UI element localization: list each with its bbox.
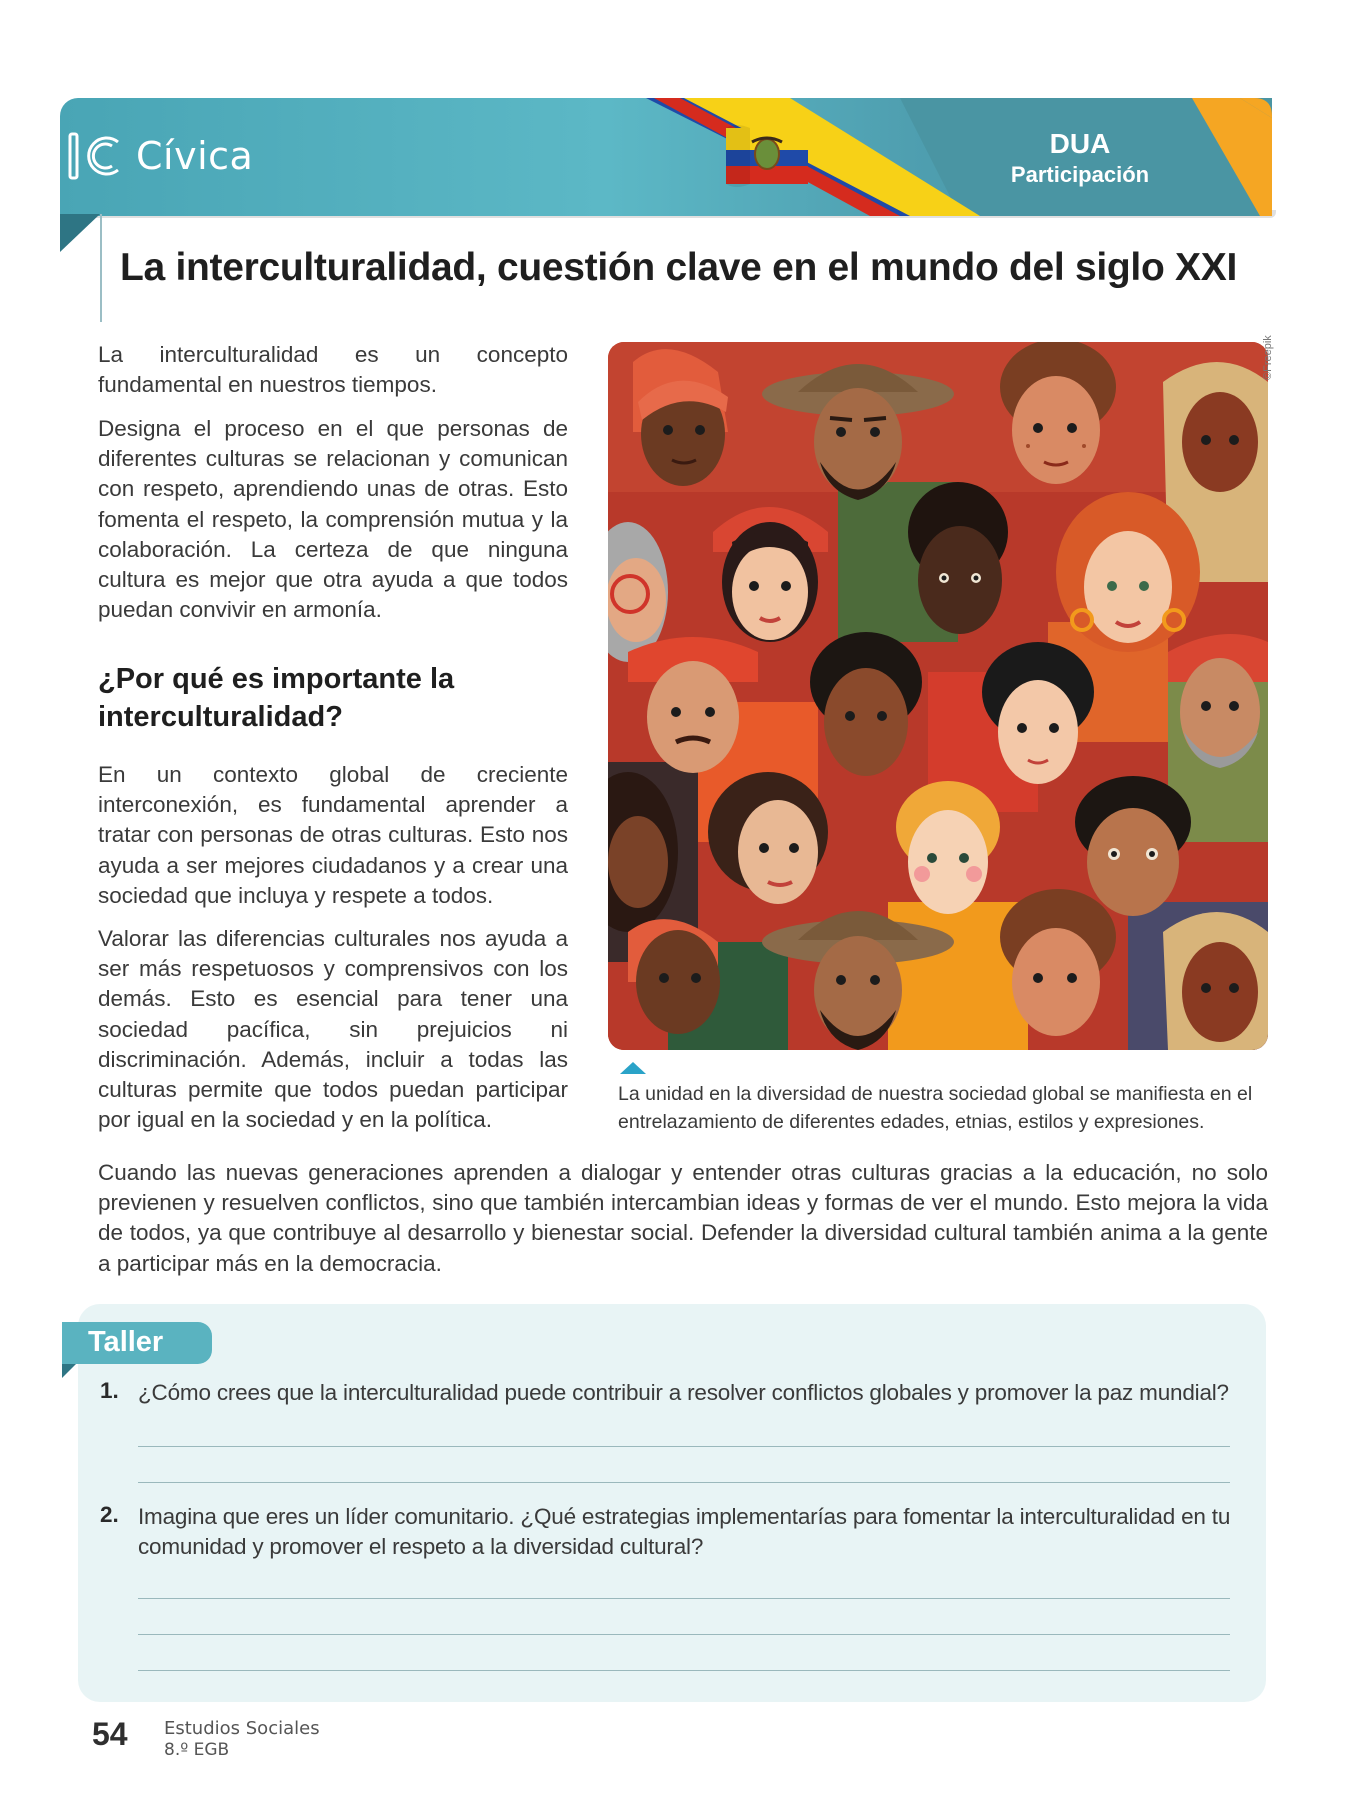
taller-label: Taller bbox=[88, 1326, 164, 1358]
question-text: ¿Cómo crees que la interculturalidad puede contribuir a resolver conflictos globales y promover la paz mundial? bbox=[138, 1380, 1229, 1405]
question-text: Imagina que eres un líder comunitario. ¿Qué estrategias implementarías para fomentar la interculturalidad en tu comunidad y promover el respeto a la diversidad cultural? bbox=[138, 1504, 1231, 1560]
caption-triangle-icon bbox=[620, 1062, 646, 1074]
civica-logo-icon bbox=[66, 126, 126, 186]
answer-line[interactable] bbox=[138, 1670, 1230, 1671]
dua-subtitle: Participación bbox=[1010, 162, 1150, 187]
body-paragraph: Valorar las diferencias culturales nos ayuda a ser más respetuosos y comprensivos con los demás. Esto es esencial para tener una sociedad pacífica, sin prejuicios ni discriminación. Además, incluir a todas las culturas permite que todos puedan participar por igual en la sociedad y en la política. bbox=[98, 926, 568, 1133]
answer-line[interactable] bbox=[138, 1482, 1230, 1483]
question-number: 1. bbox=[100, 1378, 119, 1403]
dua-title: DUA bbox=[1049, 128, 1111, 159]
image-credit: ©Freepik bbox=[1262, 335, 1274, 380]
conclusion-paragraph: Cuando las nuevas generaciones aprenden a dialogar y entender otras culturas gracias a la educación, no solo previenen y resuelven conflictos, sino que también intercambian ideas y formas de ver el mundo. Esto mejora la vida de todos, ya que contribuye al desarrollo y bienestar social. Defender la diversidad cultural también anima a la gente a participar más en la democracia. bbox=[98, 1160, 1268, 1276]
title-rule bbox=[100, 214, 102, 322]
answer-line[interactable] bbox=[138, 1598, 1230, 1599]
diverse-crowd-illustration bbox=[608, 342, 1268, 1050]
section-title: Cívica bbox=[136, 134, 254, 178]
answer-line[interactable] bbox=[138, 1446, 1230, 1447]
page-title: La interculturalidad, cuestión clave en el mundo del siglo XXI bbox=[120, 246, 1237, 289]
intro-paragraph: La interculturalidad es un concepto fundamental en nuestros tiempos. bbox=[98, 342, 568, 398]
footer-grade: 8.º EGB bbox=[164, 1740, 230, 1760]
body-paragraph: En un contexto global de creciente interconexión, es fundamental aprender a tratar con personas de otras culturas. Esto nos ayuda a ser mejores ciudadanos y a crear una sociedad que incluya y respete a todos. bbox=[98, 762, 568, 908]
intro-paragraph: Designa el proceso en el que personas de diferentes culturas se relacionan y comunican con respeto, aprendiendo unas de otras. Esto fomenta el respeto, la comprensión mutua y la colaboración. La certeza de que ninguna cultura es mejor que otra ayuda a que todos puedan convivir en armonía. bbox=[98, 416, 568, 623]
section-subheading: ¿Por qué es importante la interculturalidad? bbox=[98, 663, 455, 733]
page-number: 54 bbox=[92, 1716, 128, 1752]
taller-tab-fold bbox=[62, 1364, 76, 1378]
image-caption: La unidad en la diversidad de nuestra sociedad global se manifiesta en el entrelazamiento de diferentes edades, etnias, estilos y expresiones. bbox=[618, 1083, 1253, 1133]
ecuador-flag-ribbon bbox=[640, 98, 980, 216]
banner-fold bbox=[60, 214, 100, 252]
question-number: 2. bbox=[100, 1502, 119, 1527]
footer-subject: Estudios Sociales bbox=[164, 1718, 320, 1739]
answer-line[interactable] bbox=[138, 1634, 1230, 1635]
